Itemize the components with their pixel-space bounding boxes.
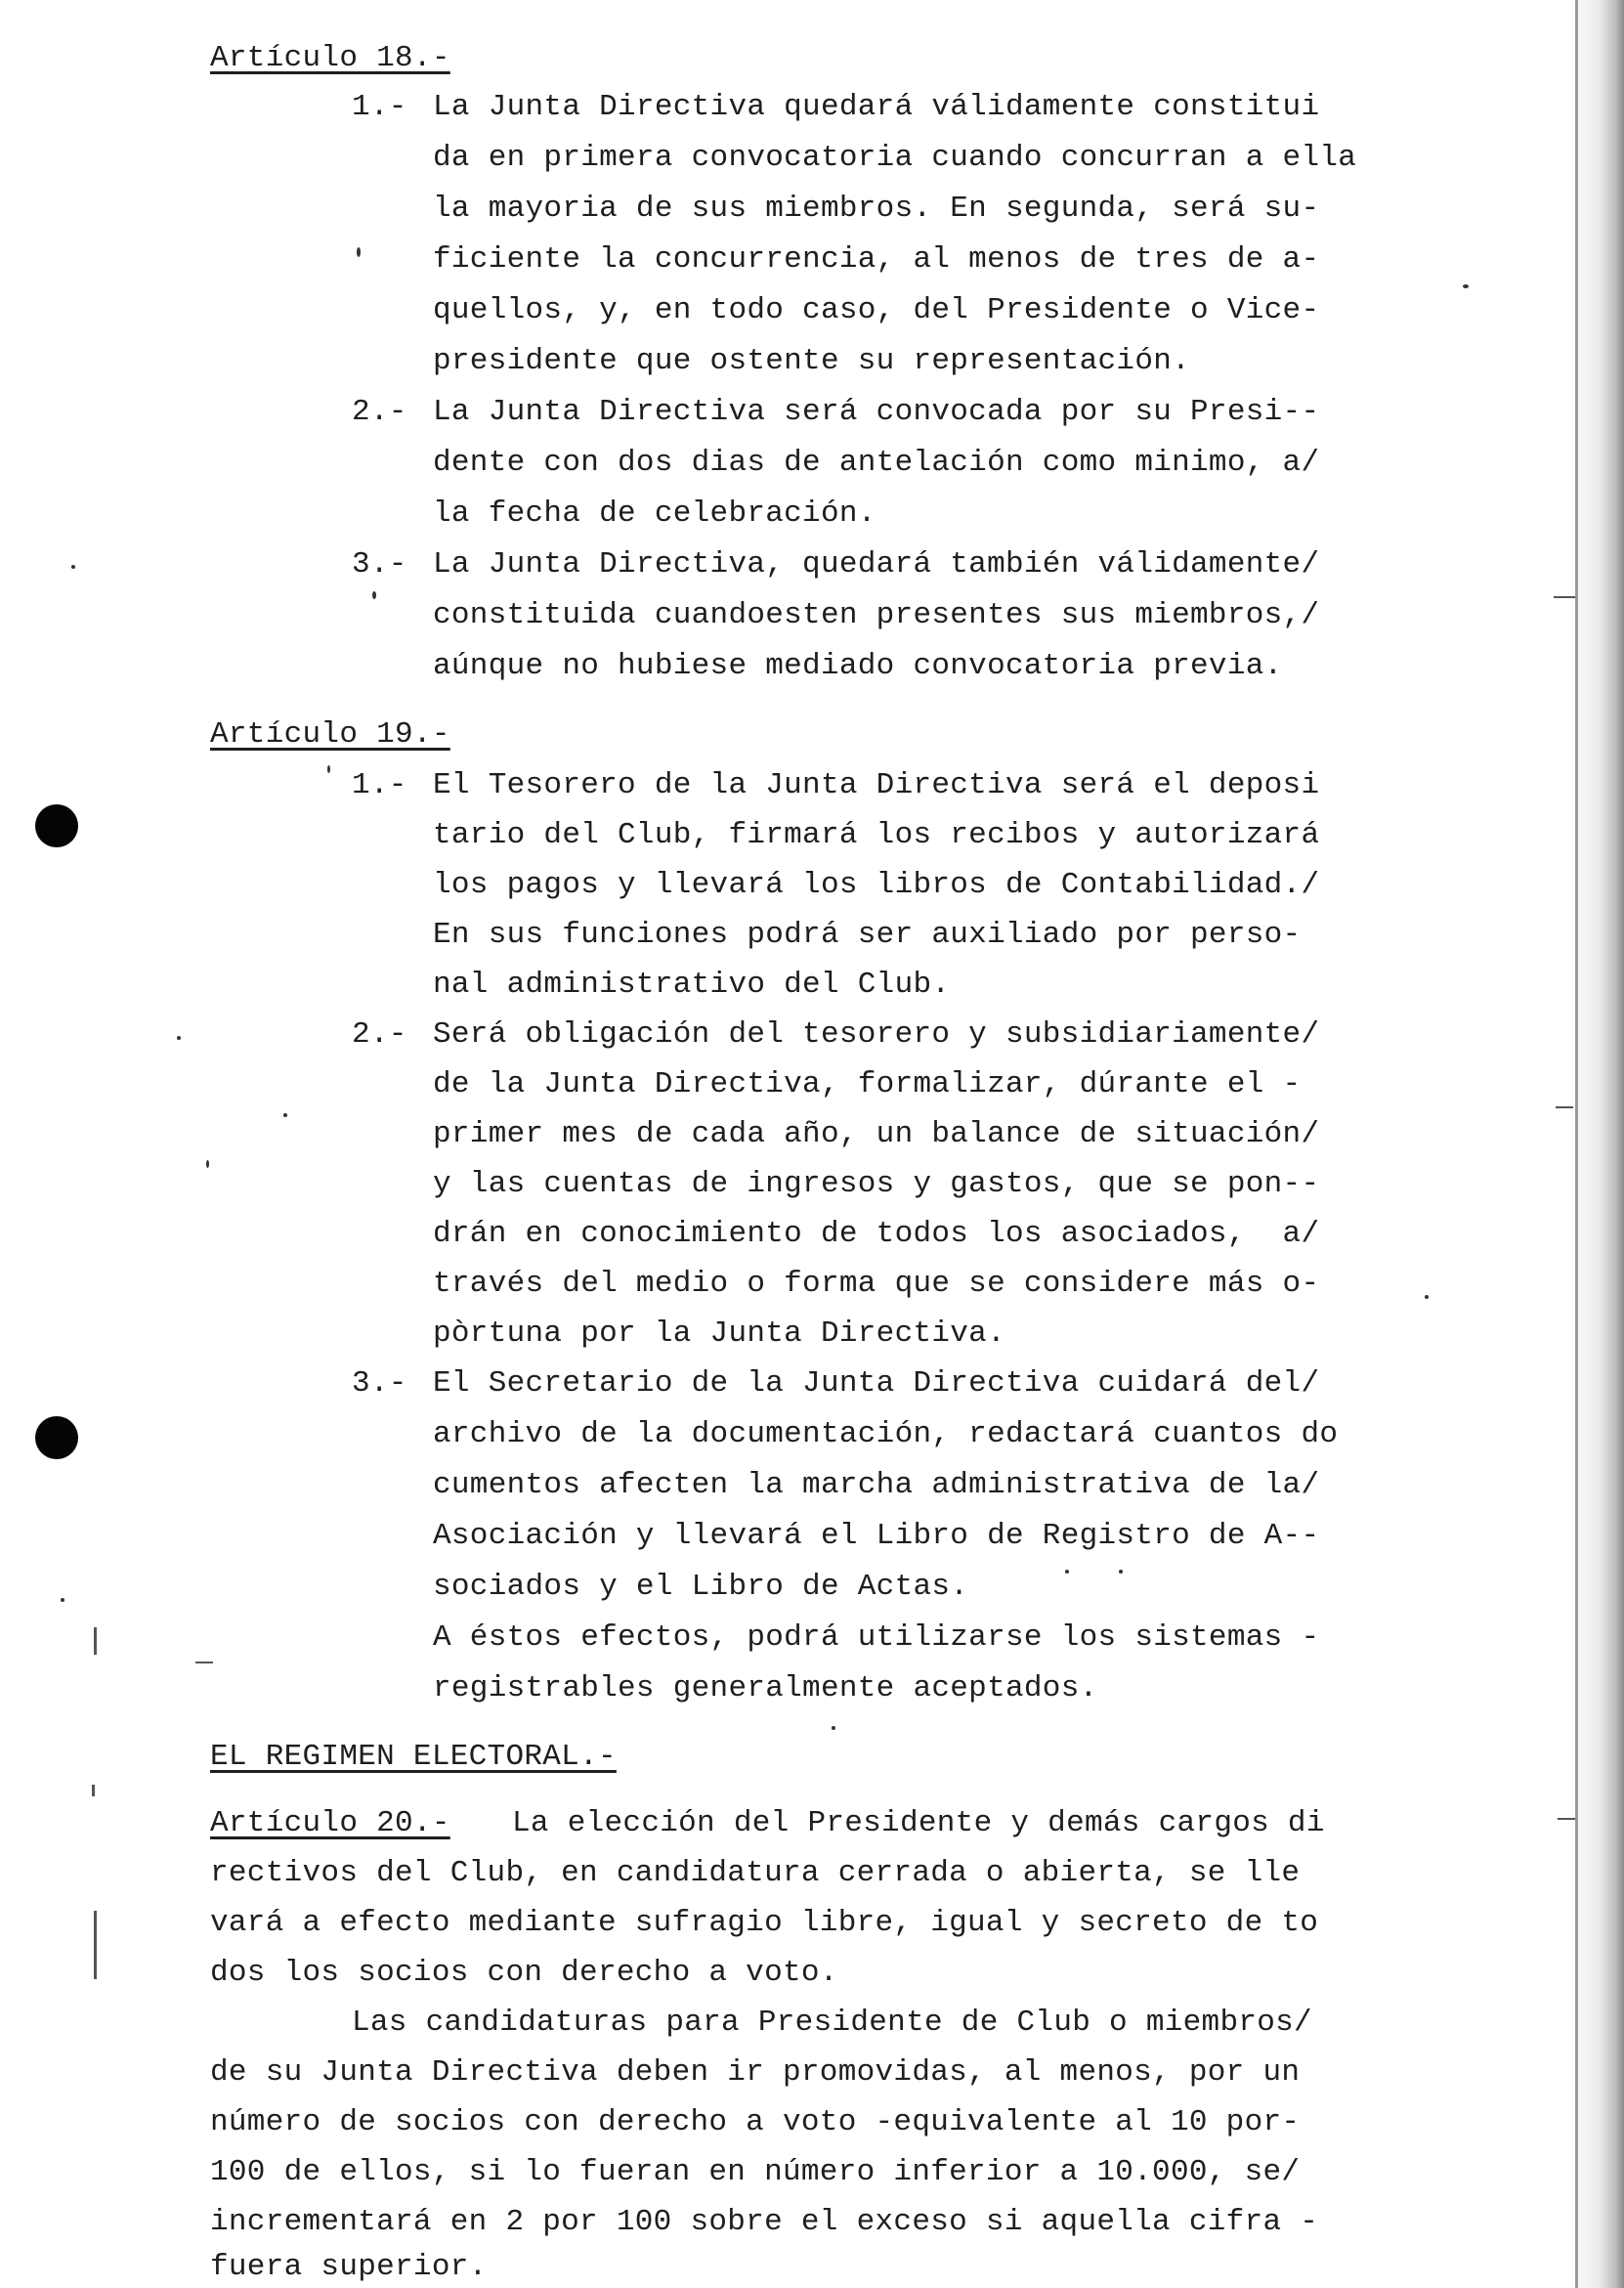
article-20-heading: Artículo 20.- <box>210 1806 450 1840</box>
text-line: aúnque no hubiese mediado convocatoria previa. <box>433 649 1283 683</box>
scan-speck <box>283 1113 287 1117</box>
text-line: la mayoria de sus miembros. En segunda, será su- <box>433 192 1320 226</box>
margin-mark <box>1558 1818 1575 1820</box>
item-number: 3.- <box>352 547 407 582</box>
scan-speck <box>357 247 361 257</box>
text-line: rectivos del Club, en candidatura cerrada o abierta, se lle <box>210 1856 1301 1890</box>
text-line: la fecha de celebración. <box>433 496 876 531</box>
text-line: presidente que ostente su representación. <box>433 344 1191 378</box>
text-line: La elección del Presidente y demás cargos di <box>512 1806 1325 1840</box>
text-line: La Junta Directiva, quedará también válidamente/ <box>433 547 1320 582</box>
margin-mark <box>92 1785 95 1796</box>
text-line: vará a efecto mediante sufragio libre, igual y secreto de to <box>210 1906 1319 1940</box>
text-line: dente con dos dias de antelación como minimo, a/ <box>433 446 1320 480</box>
scan-speck <box>61 1598 64 1602</box>
text-line: primer mes de cada año, un balance de situación/ <box>433 1117 1320 1151</box>
text-line: Asociación y llevará el Libro de Registro de A-- <box>433 1519 1320 1553</box>
text-line: El Secretario de la Junta Directiva cuidará del/ <box>433 1366 1320 1401</box>
item-number: 3.- <box>352 1366 407 1401</box>
text-line: da en primera convocatoria cuando concurran a ella <box>433 141 1357 175</box>
item-number: 1.- <box>352 90 407 124</box>
article-19-heading: Artículo 19.- <box>210 717 450 752</box>
margin-mark <box>94 1627 97 1655</box>
text-line: archivo de la documentación, redactará cuantos do <box>433 1417 1339 1451</box>
text-line: constituida cuandoesten presentes sus miembros,/ <box>433 598 1320 632</box>
item-number: 2.- <box>352 395 407 429</box>
scan-speck <box>372 591 376 599</box>
scan-speck <box>1119 1570 1123 1574</box>
text-line: tario del Club, firmará los recibos y autorizará <box>433 818 1320 852</box>
scan-speck <box>177 1036 181 1040</box>
text-line: dos los socios con derecho a voto. <box>210 1956 838 1990</box>
text-line: En sus funciones podrá ser auxiliado por perso- <box>433 918 1302 952</box>
text-line: través del medio o forma que se considere más o- <box>433 1267 1320 1301</box>
text-line: quellos, y, en todo caso, del Presidente o Vice- <box>433 293 1320 327</box>
text-line: ficiente la concurrencia, al menos de tres de a- <box>433 242 1320 277</box>
text-line: incrementará en 2 por 100 sobre el exceso si aquella cifra - <box>210 2205 1319 2239</box>
text-line: Será obligación del tesorero y subsidiariamente/ <box>433 1017 1320 1052</box>
punch-hole-top <box>35 804 78 847</box>
item-number: 2.- <box>352 1017 407 1052</box>
text-line: El Tesorero de la Junta Directiva será el deposi <box>433 768 1320 802</box>
scan-speck <box>1065 1570 1069 1574</box>
margin-mark <box>195 1662 213 1663</box>
text-line: drán en conocimiento de todos los asociados, a/ <box>433 1217 1320 1251</box>
text-line: fuera superior. <box>210 2250 488 2284</box>
scan-speck <box>832 1726 835 1730</box>
scan-speck <box>206 1160 209 1168</box>
text-line: de su Junta Directiva deben ir promovidas, al menos, por un <box>210 2055 1301 2090</box>
item-number: 1.- <box>352 768 407 802</box>
page-edge-line <box>1575 0 1578 2288</box>
text-line: y las cuentas de ingresos y gastos, que se pon-- <box>433 1167 1320 1201</box>
scan-speck <box>1425 1295 1429 1299</box>
text-line: de la Junta Directiva, formalizar, dúrante el - <box>433 1067 1302 1101</box>
text-line: registrables generalmente aceptados. <box>433 1671 1098 1705</box>
text-line: sociados y el Libro de Actas. <box>433 1570 969 1604</box>
text-line: Las candidaturas para Presidente de Club o miembros/ <box>352 2006 1312 2040</box>
text-line: número de socios con derecho a voto -equivalente al 10 por- <box>210 2105 1301 2139</box>
text-line: nal administrativo del Club. <box>433 968 951 1002</box>
text-line: los pagos y llevará los libros de Contabilidad./ <box>433 868 1320 902</box>
text-line: pòrtuna por la Junta Directiva. <box>433 1317 1005 1351</box>
text-line: 100 de ellos, si lo fueran en número inferior a 10.000, se/ <box>210 2155 1301 2189</box>
scan-speck <box>71 565 75 569</box>
margin-mark <box>94 1911 97 1979</box>
scan-speck <box>1463 284 1469 288</box>
punch-hole-bottom <box>35 1416 78 1459</box>
text-line: cumentos afecten la marcha administrativa de la/ <box>433 1468 1320 1502</box>
text-line: La Junta Directiva quedará válidamente constitui <box>433 90 1320 124</box>
text-line: La Junta Directiva será convocada por su Presi-- <box>433 395 1320 429</box>
scan-speck <box>327 765 330 773</box>
margin-mark <box>1554 596 1575 598</box>
article-18-heading: Artículo 18.- <box>210 41 450 75</box>
margin-mark <box>1556 1106 1573 1108</box>
section-heading-regimen-electoral: EL REGIMEN ELECTORAL.- <box>210 1740 617 1774</box>
text-line: A éstos efectos, podrá utilizarse los sistemas - <box>433 1620 1320 1655</box>
